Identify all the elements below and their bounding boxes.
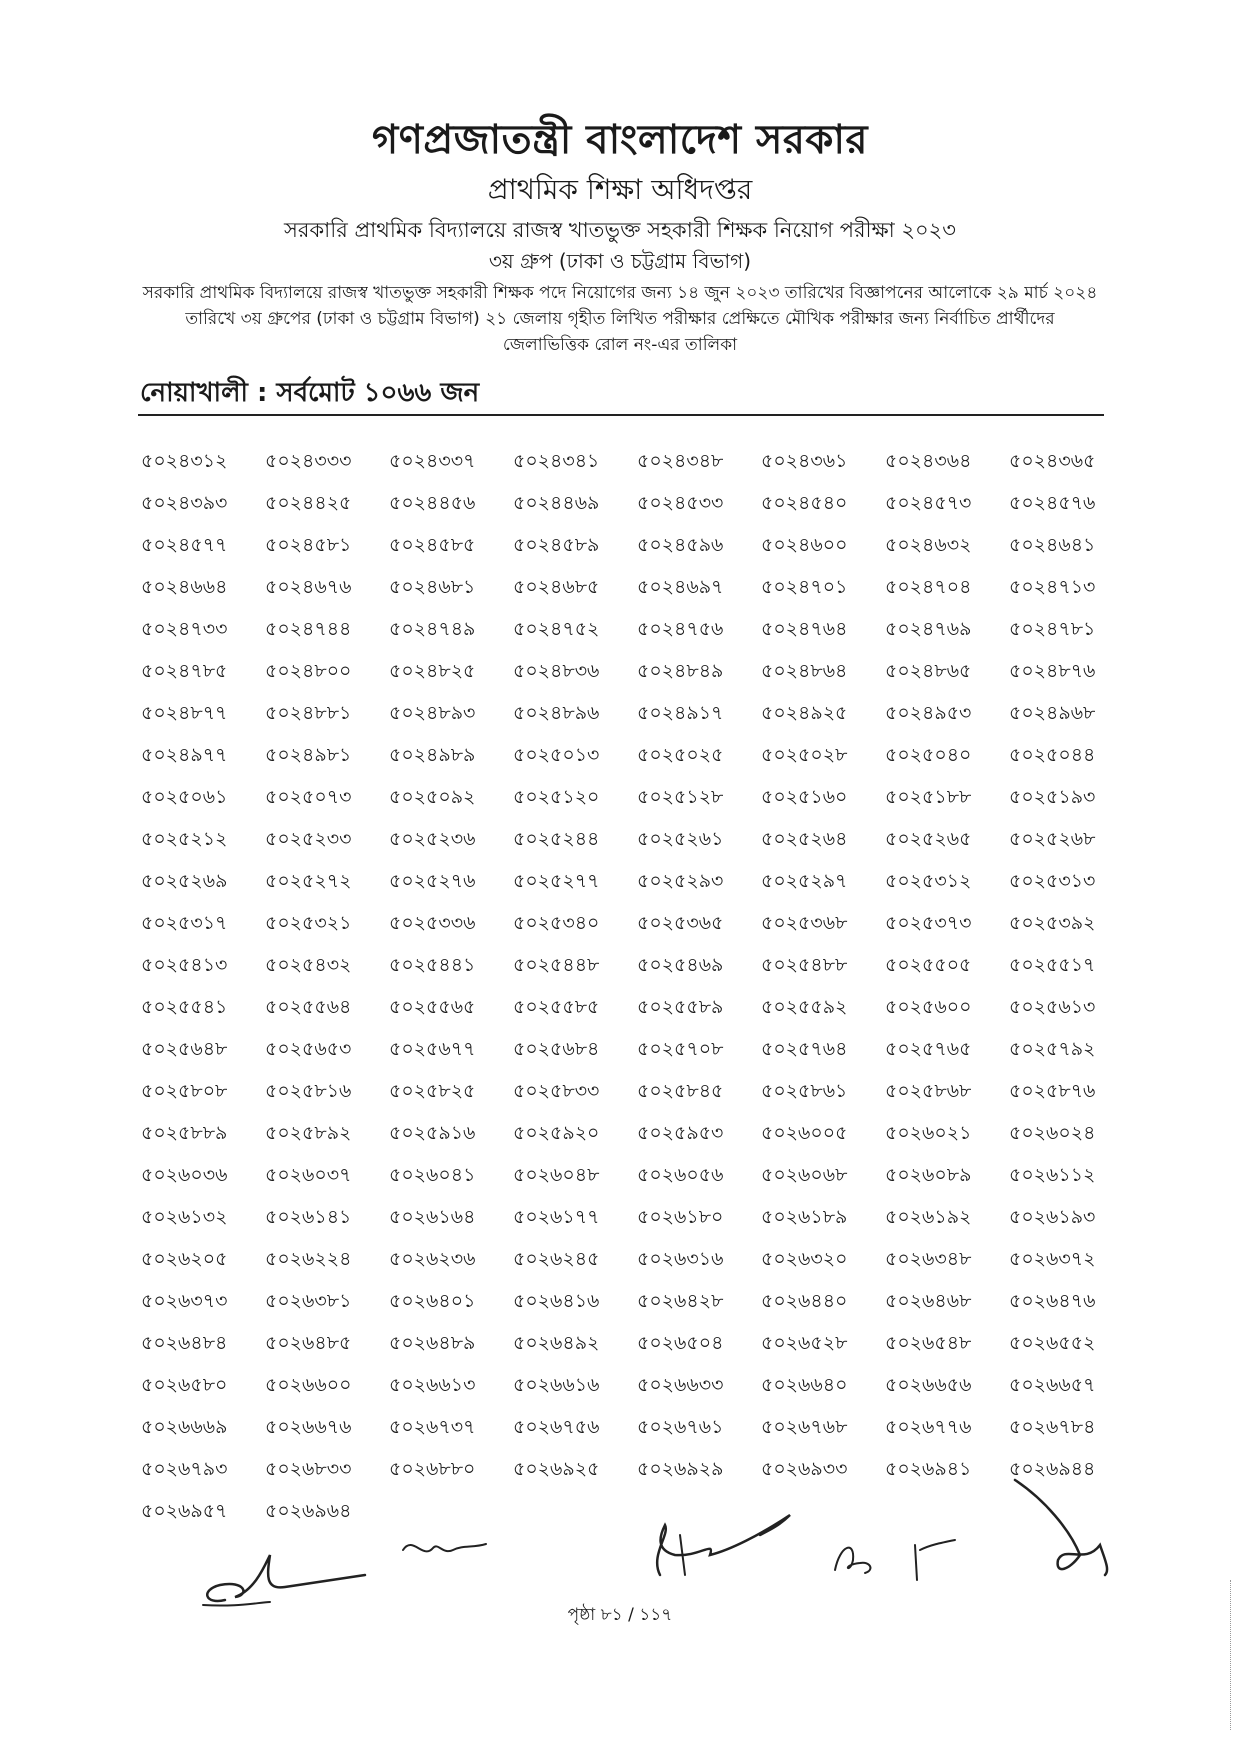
roll-number: ৫০২৪৩৬১ bbox=[761, 450, 848, 472]
roll-number: ৫০২৬৯২৯ bbox=[637, 1458, 724, 1480]
roll-number: ৫০২৪৯৮১ bbox=[265, 744, 352, 766]
roll-number: ৫০২৪৩৪৮ bbox=[637, 450, 724, 472]
roll-number: ৫০২৫০৪৪ bbox=[1009, 744, 1096, 766]
roll-number: ৫০২৫২৬৫ bbox=[885, 828, 972, 850]
roll-number: ৫০২৫৬৭৭ bbox=[389, 1038, 476, 1060]
roll-number: ৫০২৬০৪১ bbox=[389, 1164, 476, 1186]
roll-number: ৫০২৬৫০৪ bbox=[637, 1332, 724, 1354]
roll-number: ৫০২৪৬৯৭ bbox=[637, 576, 724, 598]
roll-number: ৫০২৫১৯৩ bbox=[1009, 786, 1096, 808]
roll-number: ৫০২৫৮০৮ bbox=[141, 1080, 228, 1102]
roll-number: ৫০২৬৮৮০ bbox=[389, 1458, 476, 1480]
roll-number-list bbox=[141, 440, 1101, 1532]
roll-number: ৫০২৪৩৪১ bbox=[513, 450, 600, 472]
roll-number: ৫০২৪৭০৪ bbox=[885, 576, 972, 598]
roll-number: ৫০২৪৩৬৪ bbox=[885, 450, 972, 472]
roll-number: ৫০২৬১৪১ bbox=[265, 1206, 352, 1228]
roll-number: ৫০২৬৪৮৯ bbox=[389, 1332, 476, 1354]
roll-number: ৫০২৬৬৫৭ bbox=[1009, 1374, 1096, 1396]
roll-number: ৫০২৪৯৭৭ bbox=[141, 744, 228, 766]
roll-number: ৫০২৬৪০১ bbox=[389, 1290, 476, 1312]
roll-number: ৫০২৪৩১২ bbox=[141, 450, 228, 472]
roll-number: ৫০২৫৯৫৩ bbox=[637, 1122, 724, 1144]
roll-number: ৫০২৬৩৭৩ bbox=[141, 1290, 228, 1312]
roll-number: ৫০২৪৭৮১ bbox=[1009, 618, 1096, 640]
roll-number: ৫০২৬৪২৮ bbox=[637, 1290, 724, 1312]
roll-number: ৫০২৫৩৬৮ bbox=[761, 912, 848, 934]
roll-number: ৫০২৪৯২৫ bbox=[761, 702, 848, 724]
roll-number: ৫০২৫২৭৬ bbox=[389, 870, 476, 892]
roll-number: ৫০২৪৫৭৬ bbox=[1009, 492, 1096, 514]
roll-number: ৫০২৬১৯৩ bbox=[1009, 1206, 1096, 1228]
roll-number: ৫০২৬৭৩৭ bbox=[389, 1416, 476, 1438]
roll-number: ৫০২৫৬৮৪ bbox=[513, 1038, 600, 1060]
roll-number: ৫০২৬৯৩৩ bbox=[761, 1458, 848, 1480]
roll-number: ৫০২৫২৩৩ bbox=[265, 828, 352, 850]
roll-number: ৫০২৪৫৪০ bbox=[761, 492, 848, 514]
roll-number: ৫০২৪৮৭৬ bbox=[1009, 660, 1096, 682]
roll-number: ৫০২৫৭৯২ bbox=[1009, 1038, 1096, 1060]
roll-number: ৫০২৫৬৪৮ bbox=[141, 1038, 228, 1060]
roll-number: ৫০২৫১২০ bbox=[513, 786, 600, 808]
roll-number: ৫০২৫৩৯২ bbox=[1009, 912, 1096, 934]
roll-number: ৫০২৬৩১৬ bbox=[637, 1248, 724, 1270]
roll-number: ৫০২৫২৬৪ bbox=[761, 828, 848, 850]
roll-number: ৫০২৫৫৮৫ bbox=[513, 996, 600, 1018]
roll-number: ৫০২৪৭৩৩ bbox=[141, 618, 228, 640]
roll-number: ৫০২৬৬৬৯ bbox=[141, 1416, 228, 1438]
roll-number: ৫০২৪৬৩২ bbox=[885, 534, 972, 556]
signature-2 bbox=[398, 1530, 488, 1570]
roll-number: ৫০২৪৮৩৬ bbox=[513, 660, 600, 682]
roll-number: ৫০২৪৪৫৬ bbox=[389, 492, 476, 514]
roll-number: ৫০২৬৬১৬ bbox=[513, 1374, 600, 1396]
roll-number: ৫০২৬৬৫৬ bbox=[885, 1374, 972, 1396]
roll-number: ৫০২৫২৯৭ bbox=[761, 870, 848, 892]
roll-number: ৫০২৪৩৯৩ bbox=[141, 492, 228, 514]
roll-number: ৫০২৬১৭৭ bbox=[513, 1206, 600, 1228]
roll-number: ৫০২৫৩২১ bbox=[265, 912, 352, 934]
roll-number: ৫০২৬৬০০ bbox=[265, 1374, 352, 1396]
roll-number: ৫০২৫৬১৩ bbox=[1009, 996, 1096, 1018]
roll-number: ৫০২৫৪১৩ bbox=[141, 954, 228, 976]
roll-number: ৫০২৬৪৬৮ bbox=[885, 1290, 972, 1312]
roll-number: ৫০২৫১৬০ bbox=[761, 786, 848, 808]
roll-number: ৫০২৪৯১৭ bbox=[637, 702, 724, 724]
roll-number: ৫০২৫৯২০ bbox=[513, 1122, 600, 1144]
roll-number: ৫০২৬৭৬১ bbox=[637, 1416, 724, 1438]
roll-number: ৫০২৫৭৬৪ bbox=[761, 1038, 848, 1060]
roll-number: ৫০২৫৮১৬ bbox=[265, 1080, 352, 1102]
roll-number: ৫০২৬৬৪০ bbox=[761, 1374, 848, 1396]
roll-number: ৫০২৫২৬৯ bbox=[141, 870, 228, 892]
roll-number: ৫০২৫৫০৫ bbox=[885, 954, 972, 976]
group-title: ৩য় গ্রুপ (ঢাকা ও চট্টগ্রাম বিভাগ) bbox=[488, 249, 752, 273]
roll-number: ৫০২৪৬৮৫ bbox=[513, 576, 600, 598]
roll-number: ৫০২৪৫৭৭ bbox=[141, 534, 228, 556]
roll-number: ৫০২৫২৩৬ bbox=[389, 828, 476, 850]
roll-number: ৫০২৪৬৬৪ bbox=[141, 576, 228, 598]
roll-number: ৫০২৬৭৮৪ bbox=[1009, 1416, 1096, 1438]
signature-4 bbox=[825, 1525, 965, 1585]
roll-number: ৫০২৪৫৩৩ bbox=[637, 492, 724, 514]
roll-number: ৫০২৫৩১৭ bbox=[141, 912, 228, 934]
roll-number: ৫০২৬৭৭৬ bbox=[885, 1416, 972, 1438]
roll-number: ৫০২৬৪৪০ bbox=[761, 1290, 848, 1312]
roll-number: ৫০২৬০২৪ bbox=[1009, 1122, 1096, 1144]
roll-number: ৫০২৬০৩৬ bbox=[141, 1164, 228, 1186]
roll-number: ৫০২৫৮৪৫ bbox=[637, 1080, 724, 1102]
roll-number: ৫০২৬৮৩৩ bbox=[265, 1458, 352, 1480]
roll-number: ৫০২৪৯৬৮ bbox=[1009, 702, 1096, 724]
roll-number: ৫০২৫০৭৩ bbox=[265, 786, 352, 808]
roll-number: ৫০২৫০৪০ bbox=[885, 744, 972, 766]
signature-3 bbox=[640, 1495, 800, 1585]
roll-number: ৫০২৪৮৬৪ bbox=[761, 660, 848, 682]
roll-number: ৫০২৪৭৮৫ bbox=[141, 660, 228, 682]
roll-number: ৫০২৪৫৯৬ bbox=[637, 534, 724, 556]
roll-number: ৫০২৫৫৪১ bbox=[141, 996, 228, 1018]
roll-number: ৫০২৪৫৮৫ bbox=[389, 534, 476, 556]
roll-number: ৫০২৪৬৮১ bbox=[389, 576, 476, 598]
roll-number: ৫০২৪৩৩৩ bbox=[265, 450, 352, 472]
government-title: গণপ্রজাতন্ত্রী বাংলাদেশ সরকার bbox=[372, 116, 868, 163]
roll-number: ৫০২৫৩১৩ bbox=[1009, 870, 1096, 892]
roll-number: ৫০২৪৮৭৭ bbox=[141, 702, 228, 724]
page-number: পৃষ্ঠা ৮১ / ১১৭ bbox=[567, 1605, 673, 1625]
roll-number: ৫০২৬১১২ bbox=[1009, 1164, 1096, 1186]
roll-number: ৫০২৫২৯৩ bbox=[637, 870, 724, 892]
roll-number: ৫০২৫৮২৫ bbox=[389, 1080, 476, 1102]
roll-number: ৫০২৪৯৫৩ bbox=[885, 702, 972, 724]
roll-number: ৫০২৬৬৭৬ bbox=[265, 1416, 352, 1438]
roll-number: ৫০২৫৬৫৩ bbox=[265, 1038, 352, 1060]
roll-number: ৫০২৬২৪৫ bbox=[513, 1248, 600, 1270]
roll-number: ৫০২৫০২৫ bbox=[637, 744, 724, 766]
notice-text: সরকারি প্রাথমিক বিদ্যালয়ে রাজস্ব খাতভুক্ত সহকারী শিক্ষক পদে নিয়োগের জন্য ১৪ জুন ২০২৩ তারিখের বিজ্ঞাপনের আলোকে ২৯ মার্চ ২০২৪ তারিখে ৩য় গ্রুপের (ঢাকা ও চট্টগ্রাম বিভাগ) ২১ জেলায় গৃহীত লিখিত পরীক্ষার প্রেক্ষিতে মৌখিক পরীক্ষার জন্য নির্বাচিত প্রার্থীদের জেলাভিত্তিক রোল নং-এর তালিকা bbox=[142, 283, 1098, 355]
roll-number: ৫০২৫২১২ bbox=[141, 828, 228, 850]
roll-number: ৫০২৫৪৪১ bbox=[389, 954, 476, 976]
roll-number: ৫০২৬৪৮৪ bbox=[141, 1332, 228, 1354]
roll-number: ৫০২৬৪৯২ bbox=[513, 1332, 600, 1354]
roll-number: ৫০২৫৪৩২ bbox=[265, 954, 352, 976]
roll-number: ৫০২৫৪৪৮ bbox=[513, 954, 600, 976]
roll-number: ৫০২৫০৬১ bbox=[141, 786, 228, 808]
roll-number: ৫০২৫৭০৮ bbox=[637, 1038, 724, 1060]
roll-number: ৫০২৬৯৪১ bbox=[885, 1458, 972, 1480]
roll-number: ৫০২৪৭৬৯ bbox=[885, 618, 972, 640]
roll-number: ৫০২৬৯৪৪ bbox=[1009, 1458, 1096, 1480]
roll-number: ৫০২৬৭৬৮ bbox=[761, 1416, 848, 1438]
roll-number: ৫০২৪৮৪৯ bbox=[637, 660, 724, 682]
roll-number: ৫০২৫৩৭৩ bbox=[885, 912, 972, 934]
roll-number: ৫০২৫১৮৮ bbox=[885, 786, 972, 808]
roll-number: ৫০২৬৪৮৫ bbox=[265, 1332, 352, 1354]
roll-number: ৫০২৫৯১৬ bbox=[389, 1122, 476, 1144]
roll-number: ৫০২৫৭৬৫ bbox=[885, 1038, 972, 1060]
roll-number: ৫০২৬২৩৬ bbox=[389, 1248, 476, 1270]
roll-number: ৫০২৫৩৩৬ bbox=[389, 912, 476, 934]
roll-number: ৫০২৫২৬১ bbox=[637, 828, 724, 850]
roll-number: ৫০২৪৭৫২ bbox=[513, 618, 600, 640]
roll-number: ৫০২৪৭৪৪ bbox=[265, 618, 352, 640]
roll-number: ৫০২৬৭৯৩ bbox=[141, 1458, 228, 1480]
roll-number: ৫০২৫৫৯২ bbox=[761, 996, 848, 1018]
roll-number: ৫০২৫০১৩ bbox=[513, 744, 600, 766]
roll-number: ৫০২৪৮৯৬ bbox=[513, 702, 600, 724]
roll-number: ৫০২৫২৬৮ bbox=[1009, 828, 1096, 850]
roll-number: ৫০২৬৯২৫ bbox=[513, 1458, 600, 1480]
roll-number: ৫০২৬০০৫ bbox=[761, 1122, 848, 1144]
roll-number: ৫০২৬০৩৭ bbox=[265, 1164, 352, 1186]
roll-number: ৫০২৫৮৬১ bbox=[761, 1080, 848, 1102]
roll-number: ৫০২৬২২৪ bbox=[265, 1248, 352, 1270]
roll-number: ৫০২৬৩৭২ bbox=[1009, 1248, 1096, 1270]
roll-number: ৫০২৪৬০০ bbox=[761, 534, 848, 556]
roll-number: ৫০২৬৩৮১ bbox=[265, 1290, 352, 1312]
roll-number: ৫০২৬৬৩৩ bbox=[637, 1374, 724, 1396]
roll-number: ৫০২৫৮৮৯ bbox=[141, 1122, 228, 1144]
roll-number: ৫০২৬৫৫২ bbox=[1009, 1332, 1096, 1354]
roll-number: ৫০২৫২৭২ bbox=[265, 870, 352, 892]
signature-5 bbox=[1010, 1475, 1120, 1585]
roll-number: ৫০২৬৫৪৮ bbox=[885, 1332, 972, 1354]
roll-number: ৫০২৪৭৬৪ bbox=[761, 618, 848, 640]
roll-number: ৫০২৬৭৫৬ bbox=[513, 1416, 600, 1438]
roll-number: ৫০২৬৬১৩ bbox=[389, 1374, 476, 1396]
roll-number: ৫০২৪৩৩৭ bbox=[389, 450, 476, 472]
roll-number: ৫০২৪৮০০ bbox=[265, 660, 352, 682]
roll-number: ৫০২৪৪২৫ bbox=[265, 492, 352, 514]
roll-number: ৫০২৫০৯২ bbox=[389, 786, 476, 808]
roll-number: ৫০২৪৬৪১ bbox=[1009, 534, 1096, 556]
roll-number: ৫০২৫৬০০ bbox=[885, 996, 972, 1018]
roll-number: ৫০২৪৩৬৫ bbox=[1009, 450, 1096, 472]
roll-number: ৫০২৪৭১৩ bbox=[1009, 576, 1096, 598]
roll-number: ৫০২৫৮৬৮ bbox=[885, 1080, 972, 1102]
directorate-title: প্রাথমিক শিক্ষা অধিদপ্তর bbox=[487, 173, 753, 206]
roll-number: ৫০২৪৬৭৬ bbox=[265, 576, 352, 598]
roll-number: ৫০২৬৫৮০ bbox=[141, 1374, 228, 1396]
roll-number: ৫০২৬২০৫ bbox=[141, 1248, 228, 1270]
roll-number: ৫০২৬৯৬৪ bbox=[265, 1500, 352, 1522]
roll-number: ৫০২৬১৩২ bbox=[141, 1206, 228, 1228]
exam-title: সরকারি প্রাথমিক বিদ্যালয়ে রাজস্ব খাতভুক্ত সহকারী শিক্ষক নিয়োগ পরীক্ষা ২০২৩ bbox=[284, 218, 956, 242]
heading-divider bbox=[138, 414, 1104, 416]
roll-number: ৫০২৫১২৮ bbox=[637, 786, 724, 808]
roll-number: ৫০২৬০৪৮ bbox=[513, 1164, 600, 1186]
roll-number: ৫০২৬৪১৬ bbox=[513, 1290, 600, 1312]
roll-number: ৫০২৬০৬৮ bbox=[761, 1164, 848, 1186]
roll-number: ৫০২৪৮৮১ bbox=[265, 702, 352, 724]
district-heading: নোয়াখালী : সর্বমোট ১০৬৬ জন bbox=[140, 378, 480, 408]
roll-number: ৫০২৬০২১ bbox=[885, 1122, 972, 1144]
roll-number: ৫০২৫৪৮৮ bbox=[761, 954, 848, 976]
roll-number: ৫০২৬০৫৬ bbox=[637, 1164, 724, 1186]
roll-number: ৫০২৬৫২৮ bbox=[761, 1332, 848, 1354]
roll-number: ৫০২৫০২৮ bbox=[761, 744, 848, 766]
roll-number: ৫০২৫৩৬৫ bbox=[637, 912, 724, 934]
roll-number: ৫০২৬১৮০ bbox=[637, 1206, 724, 1228]
roll-number: ৫০২৪৭০১ bbox=[761, 576, 848, 598]
roll-number: ৫০২৬৩৪৮ bbox=[885, 1248, 972, 1270]
roll-number: ৫০২৪৮২৫ bbox=[389, 660, 476, 682]
roll-number: ৫০২৫২৭৭ bbox=[513, 870, 600, 892]
roll-number: ৫০২৬৪৭৬ bbox=[1009, 1290, 1096, 1312]
margin-scan-mark bbox=[1230, 1580, 1233, 1730]
roll-number: ৫০২৫৫৬৪ bbox=[265, 996, 352, 1018]
roll-number: ৫০২৫৩১২ bbox=[885, 870, 972, 892]
roll-number: ৫০২৫৫৮৯ bbox=[637, 996, 724, 1018]
roll-number: ৫০২৪৫৭৩ bbox=[885, 492, 972, 514]
roll-number: ৫০২৬৩২০ bbox=[761, 1248, 848, 1270]
roll-number: ৫০২৫৮৭৬ bbox=[1009, 1080, 1096, 1102]
roll-number: ৫০২৬১৬৪ bbox=[389, 1206, 476, 1228]
roll-number: ৫০২৪৭৪৯ bbox=[389, 618, 476, 640]
roll-number: ৫০২৬০৮৯ bbox=[885, 1164, 972, 1186]
roll-number: ৫০২৫২৪৪ bbox=[513, 828, 600, 850]
roll-number: ৫০২৬৯৫৭ bbox=[141, 1500, 228, 1522]
roll-number: ৫০২৫৫১৭ bbox=[1009, 954, 1096, 976]
roll-number: ৫০২৪৫৮৯ bbox=[513, 534, 600, 556]
roll-number: ৫০২৫৮৩৩ bbox=[513, 1080, 600, 1102]
roll-number: ৫০২৪৪৬৯ bbox=[513, 492, 600, 514]
roll-number: ৫০২৪৮৯৩ bbox=[389, 702, 476, 724]
roll-number: ৫০২৫৩৪০ bbox=[513, 912, 600, 934]
roll-number: ৫০২৪৯৮৯ bbox=[389, 744, 476, 766]
roll-number: ৫০২৪৫৮১ bbox=[265, 534, 352, 556]
roll-number: ৫০২৪৮৬৫ bbox=[885, 660, 972, 682]
roll-number: ৫০২৫৪৬৯ bbox=[637, 954, 724, 976]
roll-number: ৫০২৬১৯২ bbox=[885, 1206, 972, 1228]
roll-number: ৫০২৫৫৬৫ bbox=[389, 996, 476, 1018]
roll-number: ৫০২৫৮৯২ bbox=[265, 1122, 352, 1144]
roll-number: ৫০২৬১৮৯ bbox=[761, 1206, 848, 1228]
roll-number: ৫০২৪৭৫৬ bbox=[637, 618, 724, 640]
